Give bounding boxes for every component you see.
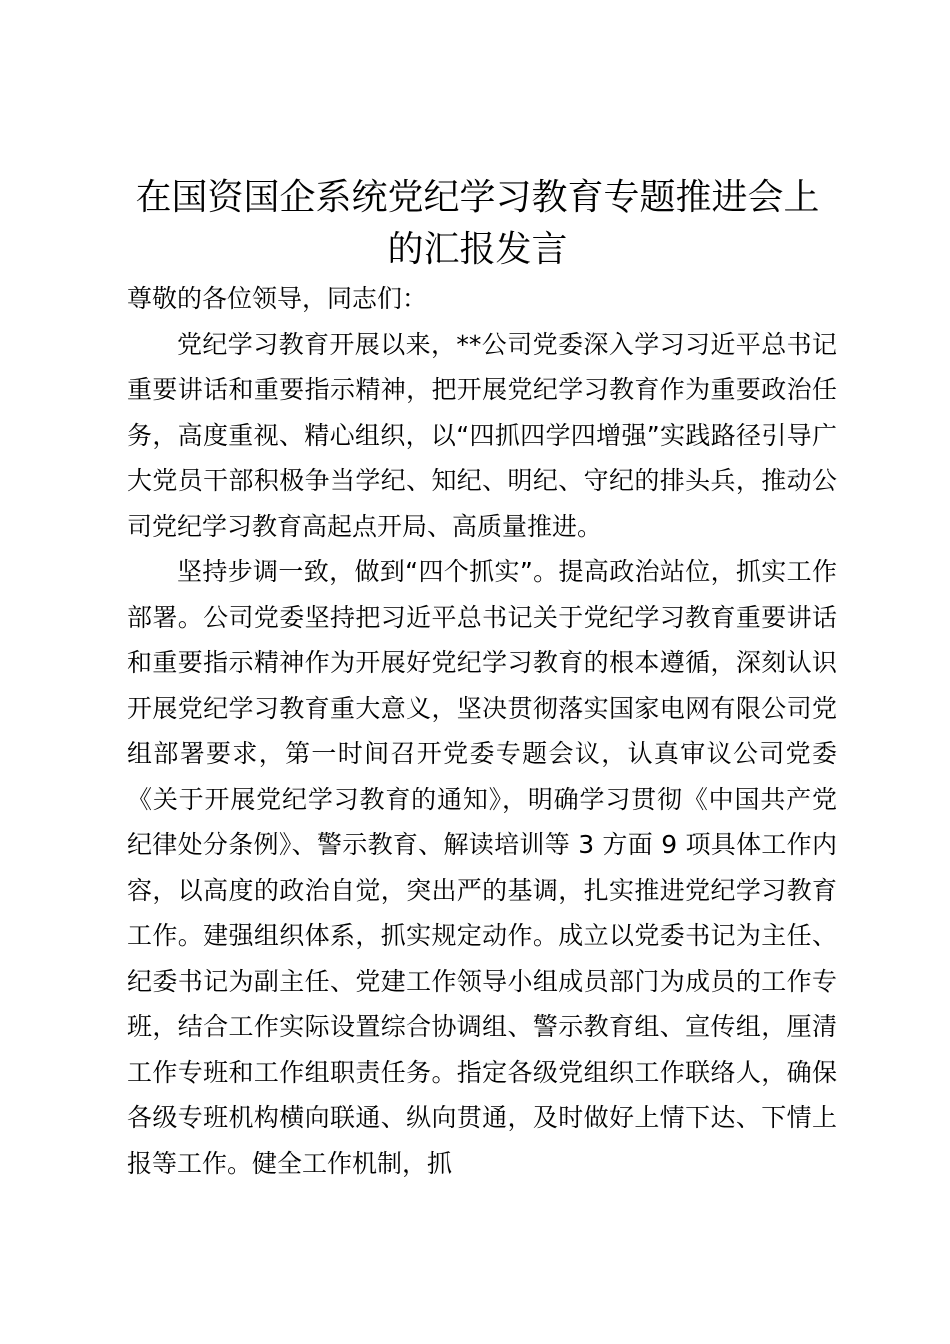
document-title: 在国资国企系统党纪学习教育专题推进会上的汇报发言 — [135, 177, 820, 270]
paragraph-2: 坚持步调一致，做到“四个抓实”。提高政治站位，抓实工作部署。公司党委坚持把习近平总书记关于党纪学习教育重要讲话和重要指示精神作为开展好党纪学习教育的根本遵循，深刻认识开展党纪学习教育重大意义，坚决贯彻落实国家电网有限公司党组部署要求，第一时间召开党委专题会议，认真审议公司党委《关于开展党纪学习教育的通知》，明确学习贯彻《中国共产党纪律处分条例》、警示教育、解读培训等 3 方面 9 项具体工作内容，以高度的政治自觉，突出严的基调，扎实推进党纪学习教育工作。建强组织体系，抓实规定动作。成立以党委书记为主任、纪委书记为副主任、党建工作领导小组成员部门为成员的工作专班，结合工作实际设置综合协调组、警示教育组、宣传组，厘清工作专班和工作组职责任务。指定各级党组织工作联络人，确保各级专班机构横向联通、纵向贯通，及时做好上情下达、下情上报等工作。健全工作机制，抓 — [127, 557, 837, 1178]
salutation: 尊敬的各位领导，同志们： — [127, 284, 428, 313]
paragraph-1: 党纪学习教育开展以来，**公司党委深入学习习近平总书记重要讲话和重要指示精神，把开展党纪学习教育作为重要政治任务，高度重视、精心组织，以“四抓四学四增强”实践路径引导广大党员干部积极争当学纪、知纪、明纪、守纪的排头兵，推动公司党纪学习教育高起点开局、高质量推进。 — [127, 329, 837, 541]
document-body — [127, 276, 837, 1186]
